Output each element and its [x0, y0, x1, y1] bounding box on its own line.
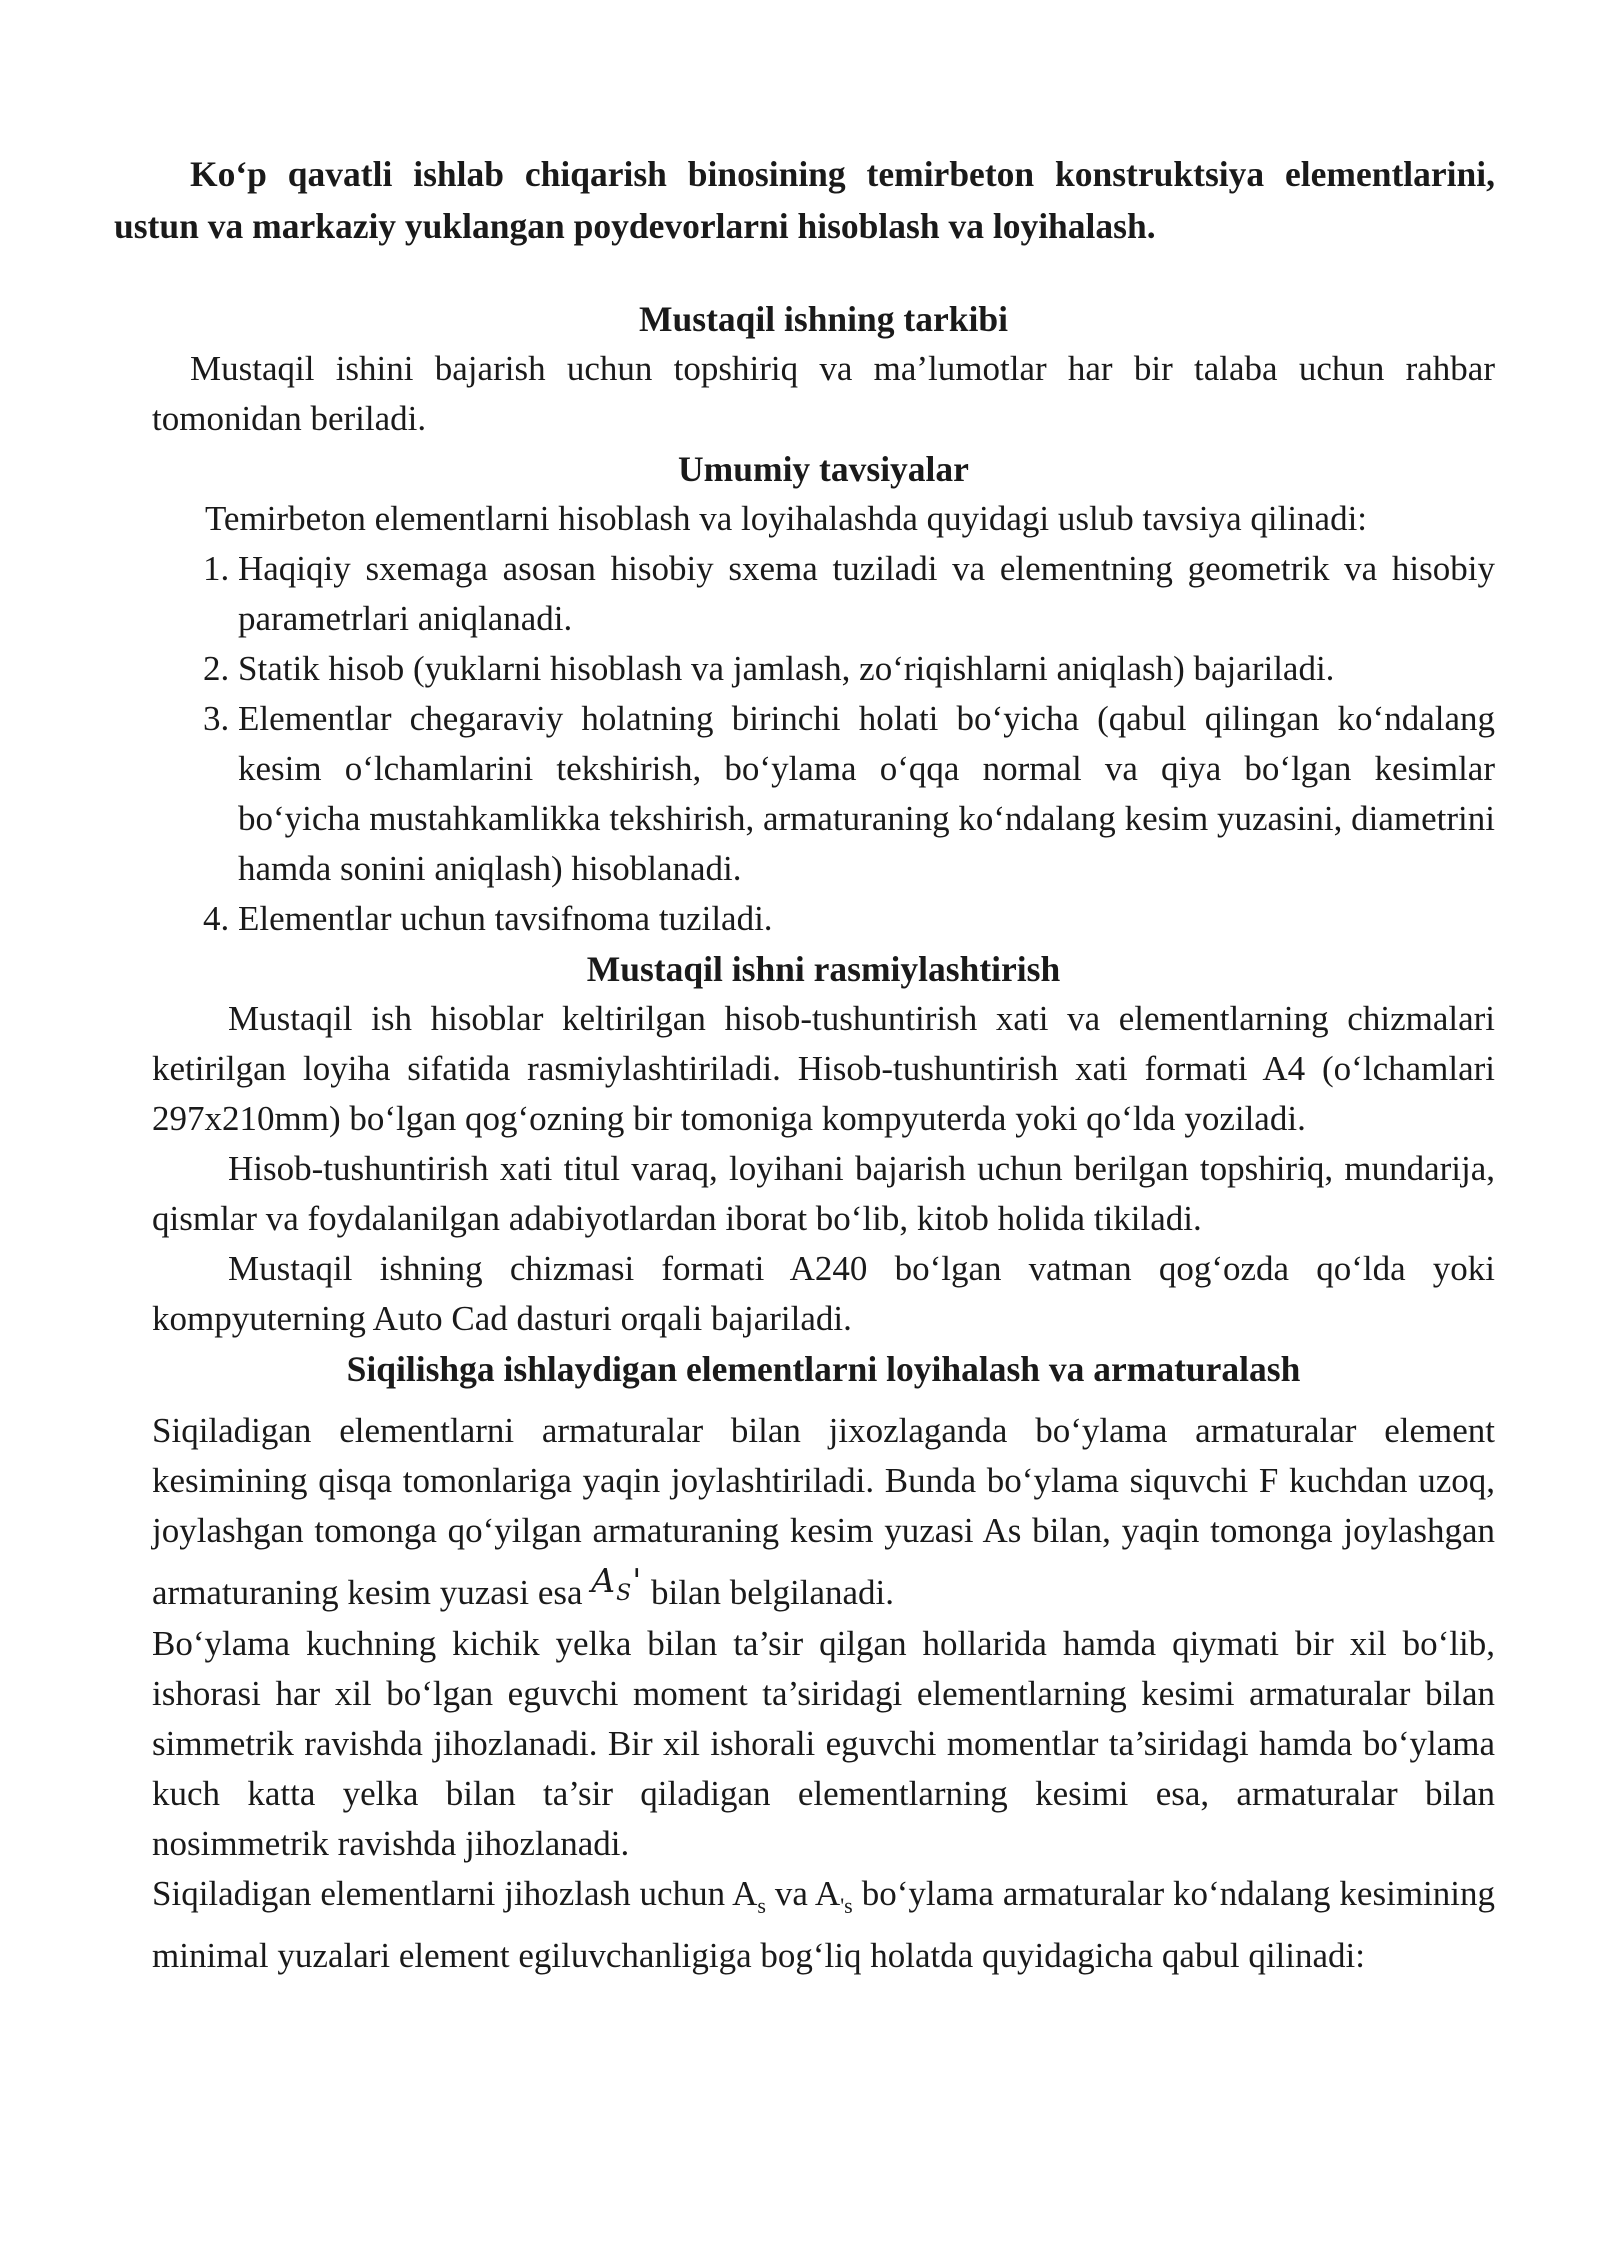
- heading-siqilishga: Siqilishga ishlaydigan elementlarni loyihalash va armaturalash: [346, 1349, 1301, 1389]
- heading-umumiy-tavsiyalar: Umumiy tavsiyalar: [678, 449, 969, 489]
- paragraph-rasmiylashtirish-2: Hisob-tushuntirish xati titul varaq, loyihani bajarish uchun berilgan topshiriq, mundarija, qismlar va foydalanilgan adabiyotlardan iborat bo‘lib, kitob holida tikiladi.: [152, 1149, 1495, 1238]
- subscript: s: [757, 1893, 766, 1918]
- list-item: 4. Elementlar uchun tavsifnoma tuziladi.: [238, 894, 1495, 944]
- paragraph-rasmiylashtirish-3: Mustaqil ishning chizmasi formati A240 bo‘lgan vatman qog‘ozda qo‘lda yoki kompyuterning Auto Cad dasturi orqali bajariladi.: [152, 1249, 1495, 1338]
- paragraph-text: Siqiladigan elementlarni armaturalar bilan jixozlaganda bo‘ylama armaturalar element kesimining qisqa tomonlariga yaqin joylashtiriladi. Bunda bo‘ylama siquvchi F kuchdan uzoq, joylashgan tomonga qo‘yilgan armaturaning kesim yuzasi As bilan, yaqin tomonga joylashgan armaturaning kesim yuzasi esa: [152, 1411, 1495, 1612]
- formula-prime: ': [632, 1561, 643, 1600]
- heading-mustaqil-ishning-tarkibi: Mustaqil ishning tarkibi: [639, 299, 1008, 339]
- list-item: 3. Elementlar chegaraviy holatning birinchi holati bo‘yicha (qabul qilingan ko‘ndalang kesim o‘lchamlarini tekshirish, bo‘ylama o‘qqa normal va qiya bo‘lgan kesimlar bo‘yicha mustahkamlikka tekshirish, armaturaning ko‘ndalang kesim yuzasini, diametrini hamda sonini aniqlash) hisoblanadi.: [238, 694, 1495, 894]
- paragraph-text: va A: [765, 1874, 841, 1913]
- paragraph-siqiladigan-2: Bo‘ylama kuchning kichik yelka bilan ta’sir qilgan hollarida hamda qiymati bir xil bo‘lib, ishorasi har xil bo‘lgan eguvchi moment ta’siridagi elementlarning kesimi armaturalar bilan simmetrik ravishda jihozlanadi. Bir xil ishorali eguvchi momentlar ta’siridagi hamda bo‘ylama kuch katta yelka bilan ta’sir qiladigan elementlarning kesimi esa, armaturalar bilan nosimmetrik ravishda jihozlanadi.: [152, 1624, 1495, 1863]
- paragraph-siqiladigan-3: [152, 1869, 1495, 1981]
- paragraph-text: Siqiladigan elementlarni jihozlash uchun A: [152, 1874, 758, 1913]
- list-item: 1. Haqiqiy sxemaga asosan hisobiy sxema tuziladi va elementning geometrik va hisobiy parametrlari aniqlanadi.: [238, 544, 1495, 644]
- paragraph-tavsiyalar-intro: Temirbeton elementlarni hisoblash va loyihalashda quyidagi uslub tavsiya qilinadi:: [205, 499, 1368, 538]
- paragraph-text: bilan belgilanadi.: [651, 1573, 895, 1612]
- formula-base: A: [591, 1561, 617, 1600]
- formula-subscript: S: [616, 1581, 633, 1606]
- recommendations-list: [152, 544, 1495, 944]
- document-title: Ko‘p qavatli ishlab chiqarish binosining temirbeton konstruktsiya elementlarini, ustun va markaziy yuklangan poydevorlarni hisoblash va loyihalash.: [114, 154, 1495, 246]
- formula-as-prime: [591, 1561, 643, 1606]
- paragraph-siqiladigan-1: [152, 1406, 1495, 1619]
- heading-rasmiylashtirish: Mustaqil ishni rasmiylashtirish: [586, 949, 1061, 989]
- paragraph-text: bo‘ylama armaturalar ko‘ndalang kesimining minimal yuzalari element egiluvchanligiga bog‘liq holatda quyidagicha qabul qilinadi:: [152, 1874, 1495, 1975]
- paragraph-tarkibi: Mustaqil ishini bajarish uchun topshiriq va ma’lumotlar har bir talaba uchun rahbar tomonidan beriladi.: [152, 349, 1495, 438]
- list-item: 2. Statik hisob (yuklarni hisoblash va jamlash, zo‘riqishlarni aniqlash) bajariladi.: [238, 644, 1495, 694]
- subscript: 's: [840, 1893, 853, 1918]
- paragraph-rasmiylashtirish-1: Mustaqil ish hisoblar keltirilgan hisob-tushuntirish xati va elementlarning chizmalari ketirilgan loyiha sifatida rasmiylashtiriladi. Hisob-tushuntirish xati formati A4 (o‘lchamlari 297x210mm) bo‘lgan qog‘ozning bir tomoniga kompyuterda yoki qo‘lda yoziladi.: [152, 999, 1495, 1138]
